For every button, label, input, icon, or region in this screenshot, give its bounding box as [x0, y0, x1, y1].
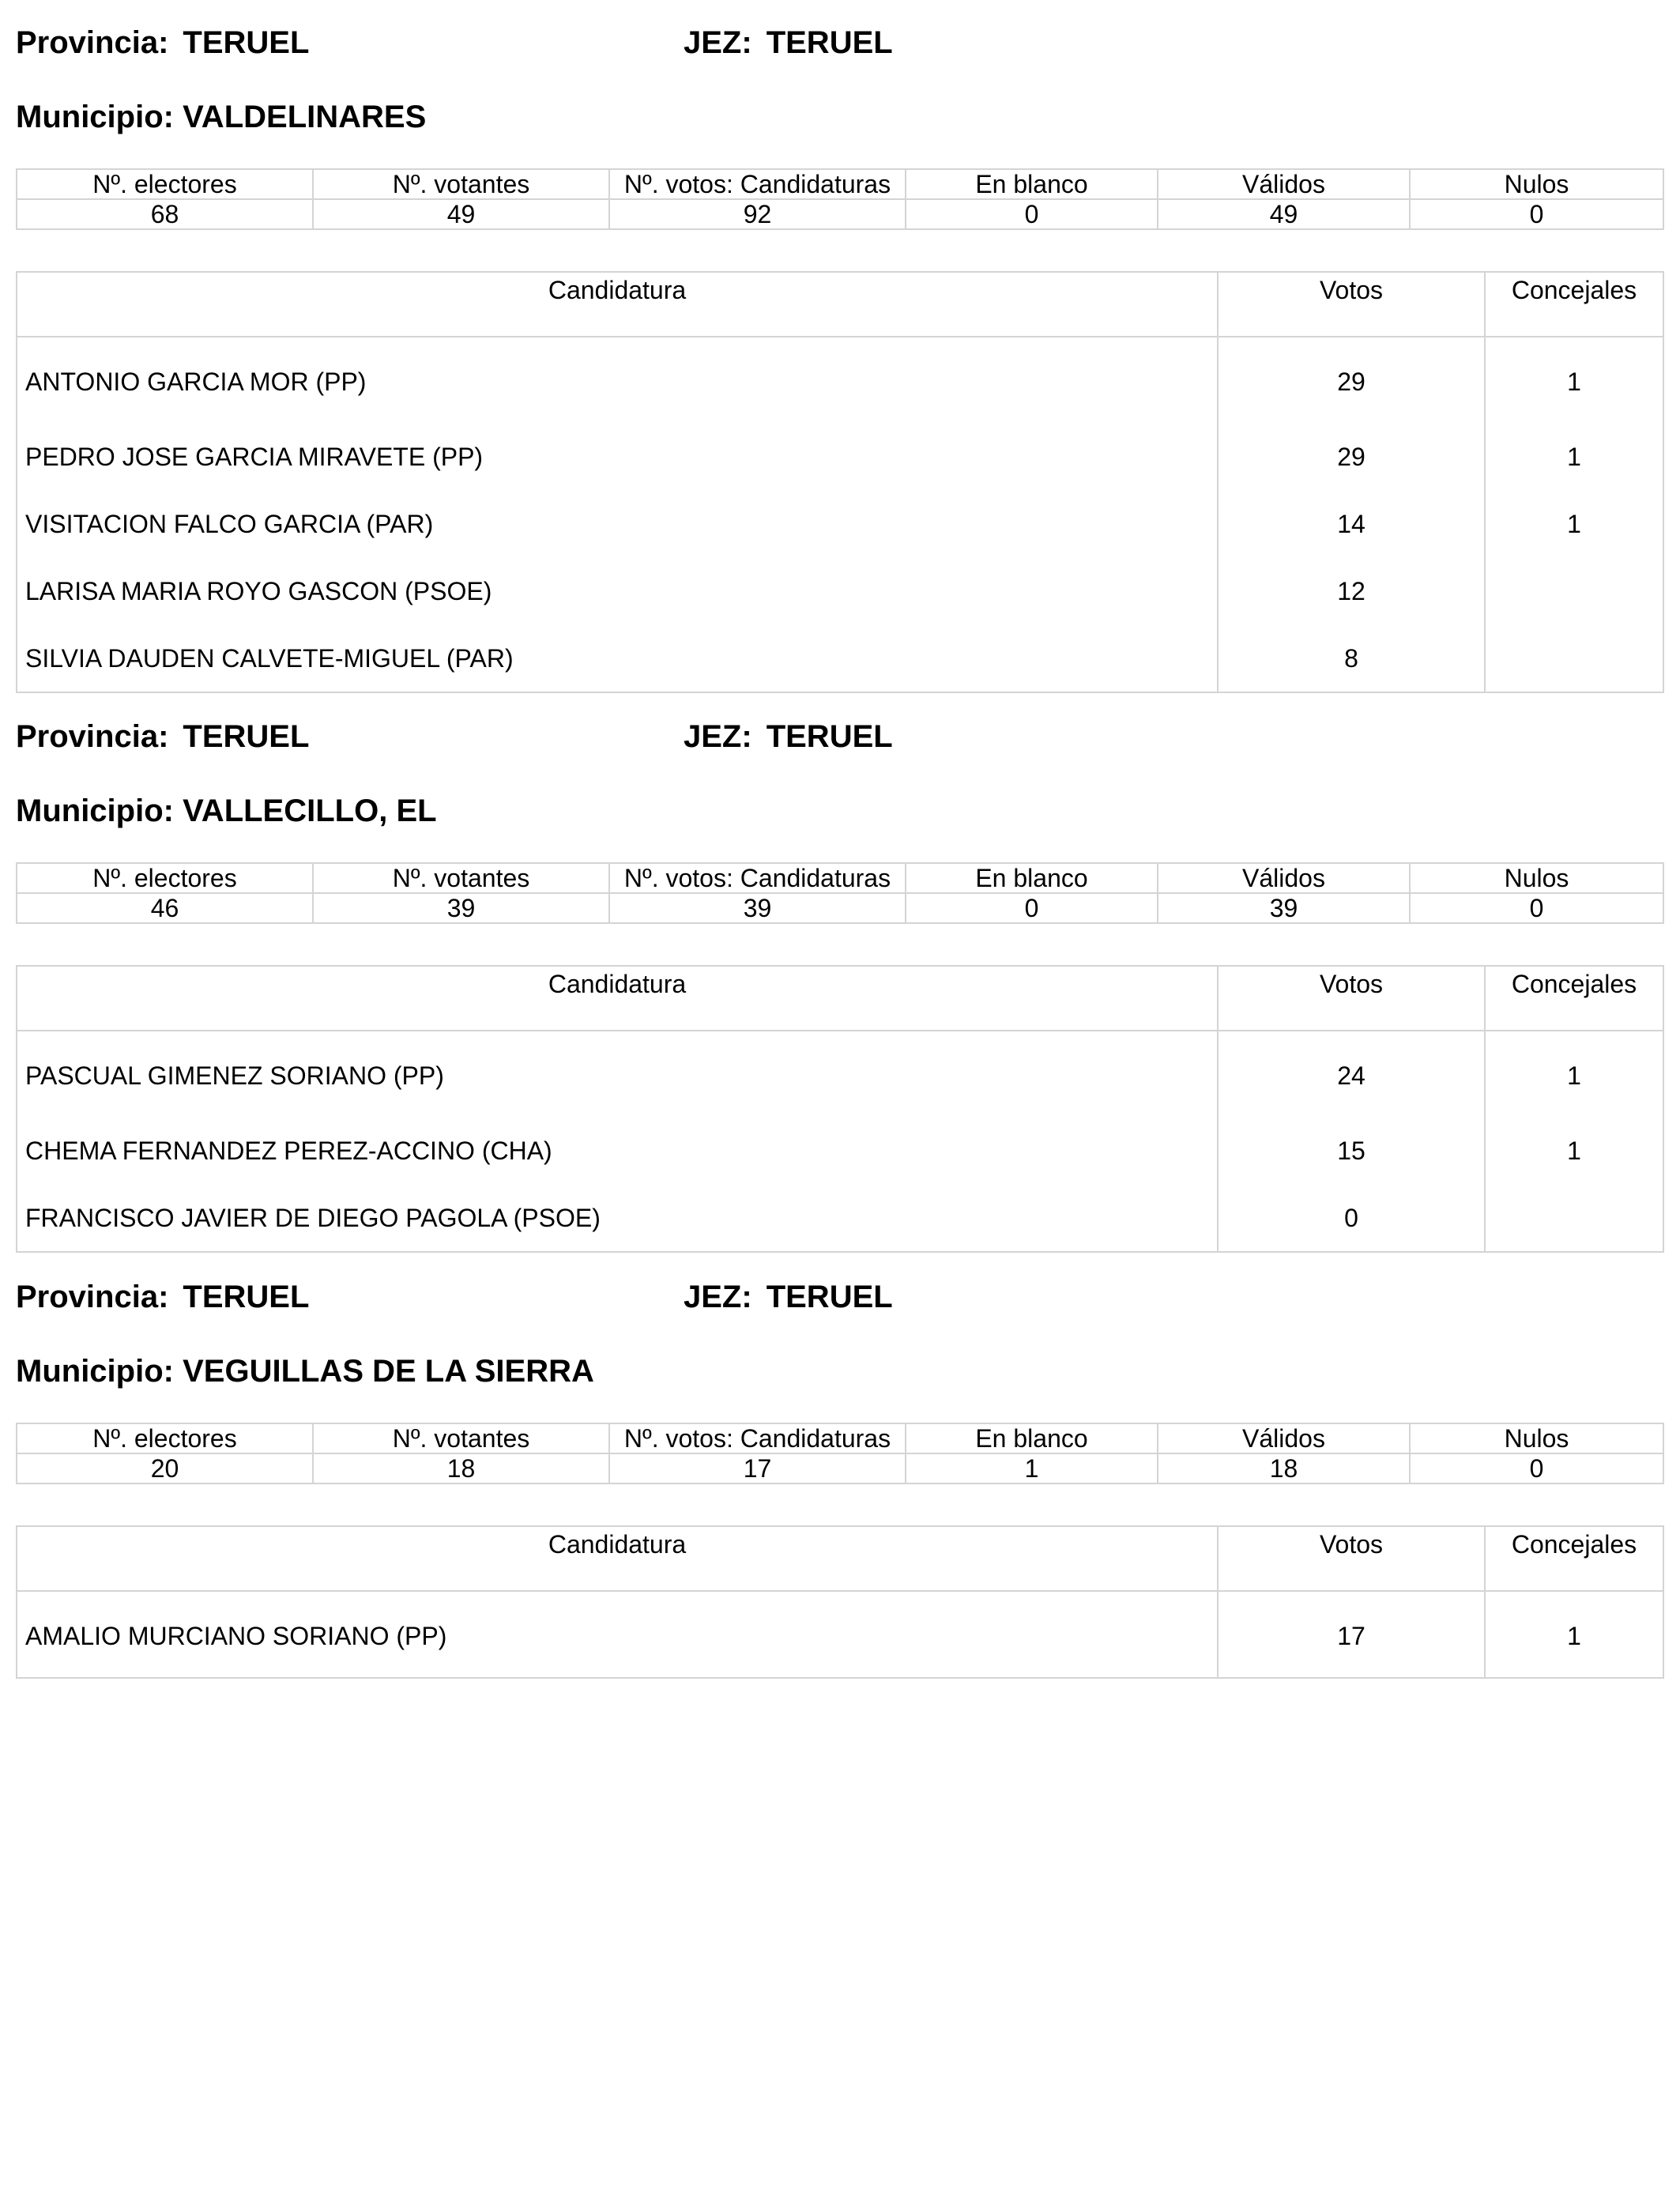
- header-candidatura: Candidatura: [17, 1526, 1218, 1591]
- stats-header-row: [17, 863, 1663, 893]
- stats-votos-candidaturas: 39: [609, 893, 906, 923]
- candidate-row: [17, 337, 1663, 423]
- provincia-heading: [16, 24, 309, 62]
- stats-en-blanco: 1: [906, 1453, 1158, 1483]
- header-concejales: Concejales: [1485, 966, 1663, 1031]
- stats-header-votos-candidaturas: Nº. votos: Candidaturas: [609, 169, 906, 199]
- stats-header-electores: Nº. electores: [17, 169, 313, 199]
- stats-nulos: 0: [1410, 893, 1663, 923]
- candidate-concejales: [1485, 557, 1663, 624]
- stats-header-en-blanco: En blanco: [906, 1423, 1158, 1453]
- jez-value: TERUEL: [766, 1280, 893, 1314]
- candidate-row: [17, 490, 1663, 557]
- header-votos: Votos: [1218, 966, 1485, 1031]
- stats-header-votos-candidaturas: Nº. votos: Candidaturas: [609, 1423, 906, 1453]
- jez-value: TERUEL: [766, 25, 893, 60]
- candidate-concejales: 1: [1485, 337, 1663, 423]
- stats-en-blanco: 0: [906, 199, 1158, 229]
- stats-votantes: 18: [313, 1453, 609, 1483]
- jez-label: JEZ:: [684, 719, 752, 754]
- candidate-name: CHEMA FERNANDEZ PEREZ-ACCINO (CHA): [17, 1117, 1218, 1184]
- stats-value-row: [17, 1453, 1663, 1483]
- stats-value-row: [17, 893, 1663, 923]
- provincia-heading: [16, 1278, 309, 1316]
- header-candidatura: Candidatura: [17, 966, 1218, 1031]
- header-concejales: Concejales: [1485, 272, 1663, 337]
- candidate-row: [17, 1591, 1663, 1678]
- candidate-votos: 0: [1218, 1184, 1485, 1252]
- stats-value-row: [17, 199, 1663, 229]
- provincia-value: TERUEL: [183, 1280, 310, 1314]
- candidate-concejales: 1: [1485, 423, 1663, 490]
- candidate-name: ANTONIO GARCIA MOR (PP): [17, 337, 1218, 423]
- stats-table: [16, 168, 1664, 230]
- header-votos: Votos: [1218, 1526, 1485, 1591]
- candidate-name: PASCUAL GIMENEZ SORIANO (PP): [17, 1031, 1218, 1117]
- candidate-name: SILVIA DAUDEN CALVETE-MIGUEL (PAR): [17, 624, 1218, 692]
- jez-label: JEZ:: [684, 25, 752, 60]
- candidate-votos: 14: [1218, 490, 1485, 557]
- candidate-row: [17, 557, 1663, 624]
- stats-header-validos: Válidos: [1158, 169, 1410, 199]
- stats-validos: 39: [1158, 893, 1410, 923]
- candidate-name: FRANCISCO JAVIER DE DIEGO PAGOLA (PSOE): [17, 1184, 1218, 1252]
- stats-header-en-blanco: En blanco: [906, 169, 1158, 199]
- stats-header-votantes: Nº. votantes: [313, 1423, 609, 1453]
- provincia-label: Provincia:: [16, 719, 169, 754]
- stats-table: [16, 862, 1664, 924]
- stats-header-row: [17, 1423, 1663, 1453]
- candidate-name: LARISA MARIA ROYO GASCON (PSOE): [17, 557, 1218, 624]
- stats-header-nulos: Nulos: [1410, 1423, 1663, 1453]
- candidates-table: [16, 271, 1664, 693]
- candidate-concejales: 1: [1485, 1031, 1663, 1117]
- stats-electores: 20: [17, 1453, 313, 1483]
- stats-electores: 68: [17, 199, 313, 229]
- provincia-value: TERUEL: [183, 719, 310, 754]
- stats-electores: 46: [17, 893, 313, 923]
- municipio-value: VALDELINARES: [183, 100, 427, 134]
- candidates-table: [16, 965, 1664, 1253]
- header-candidatura: Candidatura: [17, 272, 1218, 337]
- candidate-concejales: 1: [1485, 490, 1663, 557]
- jez-value: TERUEL: [766, 719, 893, 754]
- stats-votos-candidaturas: 17: [609, 1453, 906, 1483]
- stats-votantes: 49: [313, 199, 609, 229]
- header-votos: Votos: [1218, 272, 1485, 337]
- stats-header-electores: Nº. electores: [17, 1423, 313, 1453]
- stats-validos: 49: [1158, 199, 1410, 229]
- provincia-heading: [16, 718, 309, 756]
- candidate-votos: 24: [1218, 1031, 1485, 1117]
- candidates-header-row: [17, 966, 1663, 1031]
- municipio-label: Municipio:: [16, 794, 174, 828]
- candidate-votos: 12: [1218, 557, 1485, 624]
- provincia-label: Provincia:: [16, 1280, 169, 1314]
- jez-heading: [684, 1278, 893, 1316]
- candidates-header-row: [17, 272, 1663, 337]
- provincia-label: Provincia:: [16, 25, 169, 60]
- stats-nulos: 0: [1410, 1453, 1663, 1483]
- header-concejales: Concejales: [1485, 1526, 1663, 1591]
- candidates-header-row: [17, 1526, 1663, 1591]
- candidates-table: [16, 1525, 1664, 1679]
- candidate-row: [17, 423, 1663, 490]
- stats-header-validos: Válidos: [1158, 1423, 1410, 1453]
- municipio-value: VALLECILLO, EL: [183, 794, 437, 828]
- provincia-value: TERUEL: [183, 25, 310, 60]
- candidate-votos: 29: [1218, 337, 1485, 423]
- stats-en-blanco: 0: [906, 893, 1158, 923]
- municipio-heading: [16, 792, 437, 830]
- candidate-row: [17, 1184, 1663, 1252]
- stats-header-row: [17, 169, 1663, 199]
- stats-validos: 18: [1158, 1453, 1410, 1483]
- stats-votantes: 39: [313, 893, 609, 923]
- stats-header-en-blanco: En blanco: [906, 863, 1158, 893]
- candidate-concejales: [1485, 624, 1663, 692]
- municipio-value: VEGUILLAS DE LA SIERRA: [183, 1354, 594, 1389]
- candidate-concejales: [1485, 1184, 1663, 1252]
- candidate-votos: 29: [1218, 423, 1485, 490]
- stats-header-votantes: Nº. votantes: [313, 169, 609, 199]
- stats-nulos: 0: [1410, 199, 1663, 229]
- stats-header-votantes: Nº. votantes: [313, 863, 609, 893]
- candidate-concejales: 1: [1485, 1117, 1663, 1184]
- candidate-votos: 17: [1218, 1591, 1485, 1678]
- stats-header-nulos: Nulos: [1410, 169, 1663, 199]
- stats-header-nulos: Nulos: [1410, 863, 1663, 893]
- municipio-label: Municipio:: [16, 100, 174, 134]
- candidate-name: VISITACION FALCO GARCIA (PAR): [17, 490, 1218, 557]
- candidate-name: PEDRO JOSE GARCIA MIRAVETE (PP): [17, 423, 1218, 490]
- municipio-heading: [16, 98, 426, 136]
- jez-heading: [684, 718, 893, 756]
- municipio-label: Municipio:: [16, 1354, 174, 1389]
- candidate-row: [17, 624, 1663, 692]
- candidate-votos: 15: [1218, 1117, 1485, 1184]
- stats-votos-candidaturas: 92: [609, 199, 906, 229]
- stats-header-electores: Nº. electores: [17, 863, 313, 893]
- municipio-heading: [16, 1352, 594, 1390]
- candidate-votos: 8: [1218, 624, 1485, 692]
- jez-heading: [684, 24, 893, 62]
- candidate-name: AMALIO MURCIANO SORIANO (PP): [17, 1591, 1218, 1678]
- candidate-row: [17, 1117, 1663, 1184]
- stats-table: [16, 1423, 1664, 1484]
- stats-header-votos-candidaturas: Nº. votos: Candidaturas: [609, 863, 906, 893]
- stats-header-validos: Válidos: [1158, 863, 1410, 893]
- jez-label: JEZ:: [684, 1280, 752, 1314]
- candidate-row: [17, 1031, 1663, 1117]
- candidate-concejales: 1: [1485, 1591, 1663, 1678]
